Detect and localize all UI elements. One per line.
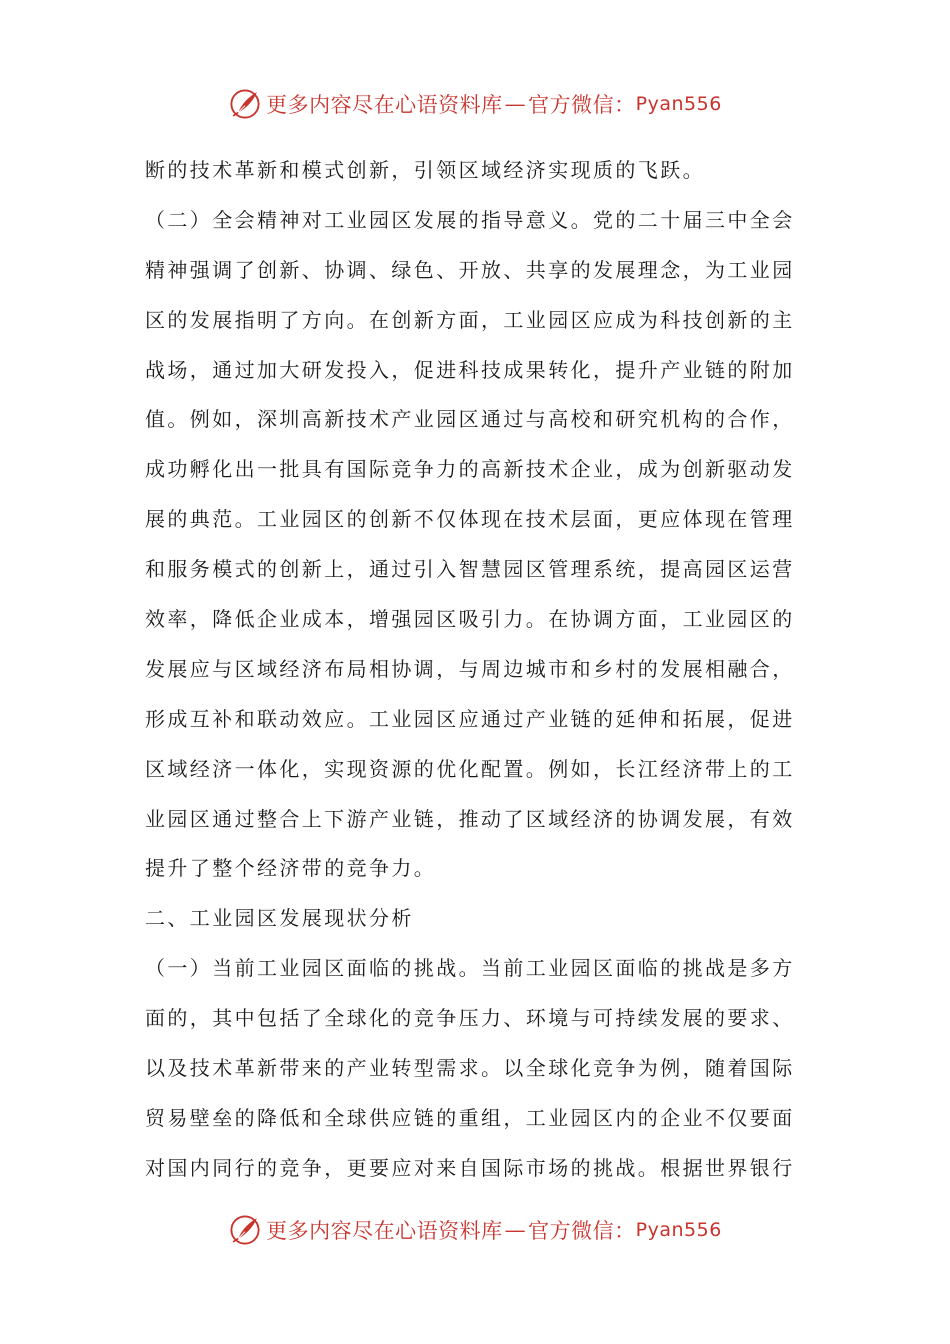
watermark-brand: 更多内容尽在心语资料库: [266, 93, 503, 117]
text-line: 对国内同行的竞争，更要应对来自国际市场的挑战。根据世界银行: [145, 1155, 795, 1180]
text-line: 提升了整个经济带的竞争力。: [145, 856, 437, 881]
watermark-wechat-label: 官方微信：: [528, 93, 636, 117]
watermark-wechat-label: 官方微信：: [528, 1219, 636, 1243]
text-line: 断的技术革新和模式创新，引领区域经济实现质的飞跃。: [145, 158, 705, 182]
watermark-header: [0, 82, 950, 126]
text-line: 成功孵化出一批具有国际竞争力的高新技术企业，成为创新驱动发: [145, 457, 795, 482]
watermark-wechat-id: Pyan556: [635, 1219, 722, 1241]
text-line: （一）当前工业园区面临的挑战。当前工业园区面临的挑战是多方: [145, 956, 795, 981]
text-line: 发展应与区域经济布局相协调，与周边城市和乡村的发展相融合，: [145, 656, 795, 681]
feather-pen-logo-icon: [228, 1213, 262, 1247]
text-line: 以及技术革新带来的产业转型需求。以全球化竞争为例，随着国际: [145, 1056, 795, 1081]
watermark-separator: —: [504, 1218, 527, 1242]
text-line: 面的，其中包括了全球化的竞争压力、环境与可持续发展的要求、: [145, 1006, 795, 1031]
text-line: 展的典范。工业园区的创新不仅体现在技术层面，更应体现在管理: [145, 507, 795, 532]
text-line: 业园区通过整合上下游产业链，推动了区域经济的协调发展，有效: [145, 806, 795, 831]
watermark-footer: [0, 1208, 950, 1252]
document-body: [145, 146, 807, 1194]
text-line: 精神强调了创新、协调、绿色、开放、共享的发展理念，为工业园: [145, 257, 795, 282]
text-line: 区域经济一体化，实现资源的优化配置。例如，长江经济带上的工: [145, 756, 795, 781]
text-line: 和服务模式的创新上，通过引入智慧园区管理系统，提高园区运营: [145, 557, 795, 582]
text-line: 效率，降低企业成本，增强园区吸引力。在协调方面，工业园区的: [145, 607, 795, 632]
text-line: 值。例如，深圳高新技术产业园区通过与高校和研究机构的合作，: [145, 407, 795, 432]
text-line: （二）全会精神对工业园区发展的指导意义。党的二十届三中全会: [145, 207, 795, 232]
watermark-wechat-id: Pyan556: [635, 93, 722, 115]
feather-pen-logo-icon: [228, 87, 262, 121]
watermark-brand: 更多内容尽在心语资料库: [266, 1219, 503, 1243]
text-line: 贸易壁垒的降低和全球供应链的重组，工业园区内的企业不仅要面: [145, 1105, 795, 1130]
section-heading: 二、工业园区发展现状分析: [145, 906, 414, 931]
text-line: 形成互补和联动效应。工业园区应通过产业链的延伸和拓展，促进: [145, 706, 795, 731]
text-line: 战场，通过加大研发投入，促进科技成果转化，提升产业链的附加: [145, 357, 795, 382]
text-line: 区的发展指明了方向。在创新方面，工业园区应成为科技创新的主: [145, 307, 795, 332]
watermark-separator: —: [504, 92, 527, 116]
